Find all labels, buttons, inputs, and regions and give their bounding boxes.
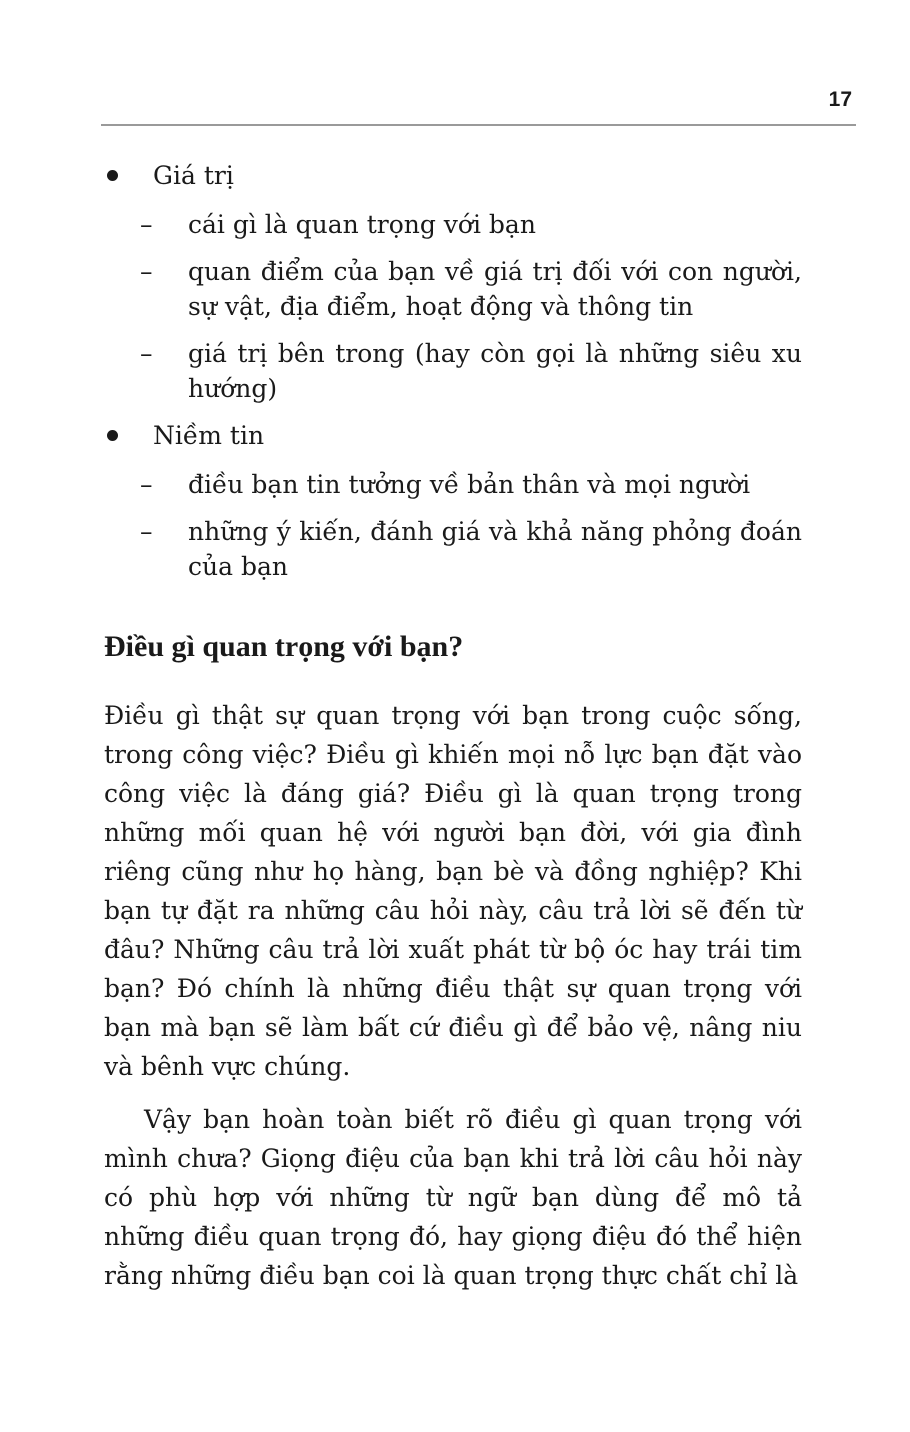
sub-item-text: những ý kiến, đánh giá và khả năng phỏng đoán của bạn [188,517,802,581]
sub-item-text: giá trị bên trong (hay còn gọi là những siêu xu hướng) [188,339,802,403]
bullet-item [104,418,802,453]
bullet-dot-icon [107,170,118,181]
sub-list [104,207,802,406]
sub-item-text: cái gì là quan trọng với bạn [188,210,536,239]
bullet-label: Giá trị [153,161,234,190]
sub-item [104,467,802,502]
page-number: 17 [828,88,852,111]
dash-icon: – [140,517,153,546]
body-paragraph: Điều gì thật sự quan trọng với bạn trong cuộc sống, trong công việc? Điều gì khiến mọi nỗ lực bạn đặt vào công việc là đáng giá? Điều gì là quan trọng trong những mối quan hệ với người bạn đời, với gia đình riêng cũng như họ hàng, bạn bè và đồng nghiệp? Khi bạn tự đặt ra những câu hỏi này, câu trả lời sẽ đến từ đâu? Những câu trả lời xuất phát từ bộ óc hay trái tim bạn? Đó chính là những điều thật sự quan trọng với bạn mà bạn sẽ làm bất cứ điều gì để bảo vệ, nâng niu và bênh vực chúng. [104,701,802,1081]
bullet-dot-icon [107,430,118,441]
bullet-label: Niềm tin [153,421,265,450]
bullet-item [104,158,802,193]
sub-list [104,467,802,584]
section-heading: Điều gì quan trọng với bạn? [104,630,464,663]
sub-item-text: quan điểm của bạn về giá trị đối với con người, sự vật, địa điểm, hoạt động và thông tin [188,257,802,321]
header-divider [101,124,856,126]
sub-item [104,514,802,584]
dash-icon: – [140,470,153,499]
sub-item [104,207,802,242]
dash-icon: – [140,210,153,239]
page-content [104,158,802,1309]
sub-item [104,336,802,406]
sub-item-text: điều bạn tin tưởng về bản thân và mọi người [188,470,751,499]
dash-icon: – [140,339,153,368]
body-paragraph: Vậy bạn hoàn toàn biết rõ điều gì quan trọng với mình chưa? Giọng điệu của bạn khi trả lời câu hỏi này có phù hợp với những từ ngữ bạn dùng để mô tả những điều quan trọng đó, hay giọng điệu đó thể hiện rằng những điều bạn coi là quan trọng thực chất chỉ là [104,1105,802,1290]
sub-item [104,254,802,324]
dash-icon: – [140,257,153,286]
